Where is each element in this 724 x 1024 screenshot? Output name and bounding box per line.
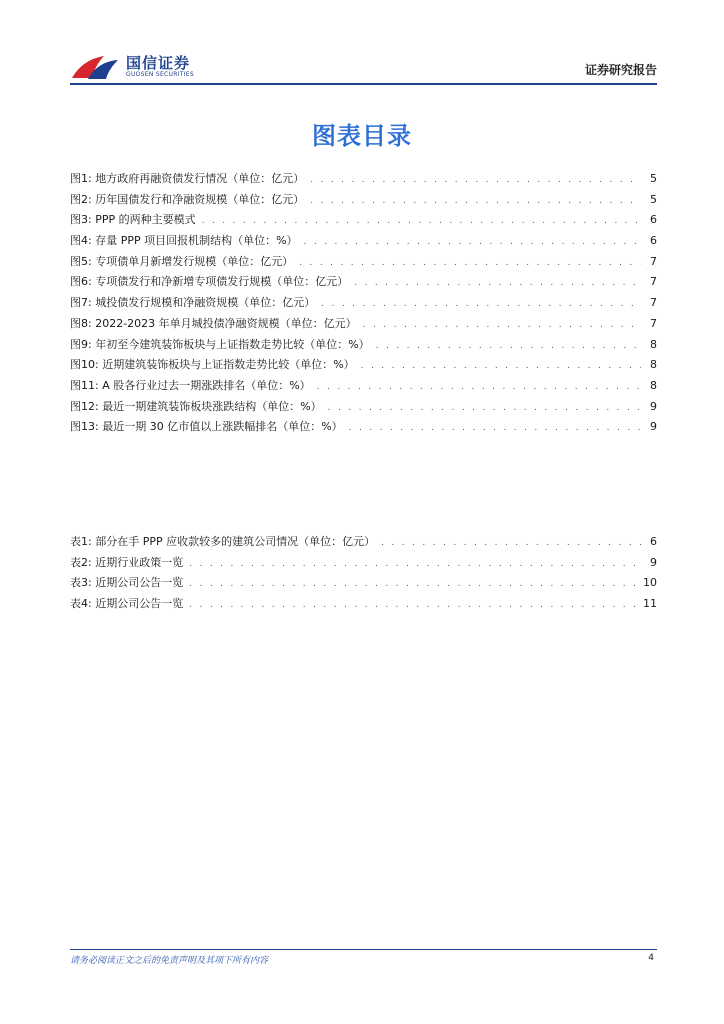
dot-leader <box>349 423 641 433</box>
table-toc-row[interactable] <box>70 574 657 595</box>
report-type-label: 证券研究报告 <box>584 63 657 77</box>
toc-entry-label: 图3: PPP 的两种主要模式 <box>70 213 196 227</box>
dot-leader <box>328 403 641 413</box>
toc-entry-page: 10 <box>643 576 657 590</box>
footer-disclaimer: 请务必阅读正文之后的免责声明及其项下所有内容 <box>70 956 269 966</box>
logo-english-name: GUOSEN SECURITIES <box>126 71 195 78</box>
figure-toc-row[interactable] <box>70 273 657 294</box>
guosen-logo <box>70 52 210 82</box>
dot-leader <box>189 559 641 569</box>
toc-entry-page: 9 <box>650 399 657 413</box>
toc-entry-label: 表1: 部分在手 PPP 应收款较多的建筑公司情况（单位：亿元） <box>70 535 376 548</box>
toc-entry-page: 9 <box>650 420 657 434</box>
dot-leader <box>321 299 641 309</box>
dot-leader <box>310 196 641 206</box>
figure-toc-row[interactable] <box>70 315 657 336</box>
toc-entry-label: 图9: 年初至今建筑装饰板块与上证指数走势比较（单位：%） <box>70 337 370 351</box>
dot-leader <box>376 341 641 351</box>
dot-leader <box>202 216 641 226</box>
toc-entry-label: 图11: A 股各行业过去一期涨跌排名（单位：%） <box>70 378 311 392</box>
figure-toc-row[interactable] <box>70 211 657 232</box>
dot-leader <box>361 361 641 371</box>
figure-toc-row[interactable] <box>70 232 657 253</box>
toc-entry-page: 8 <box>650 337 657 351</box>
page-header <box>70 52 657 84</box>
dot-leader <box>363 320 641 330</box>
toc-entry-label: 图7: 城投债发行规模和净融资规模（单位：亿元） <box>70 296 316 310</box>
figure-toc-row[interactable] <box>70 418 657 439</box>
toc-entry-label: 图1: 地方政府再融资债发行情况（单位：亿元） <box>70 172 305 185</box>
toc-entry-label: 图8: 2022-2023 年单月城投债净融资规模（单位：亿元） <box>70 316 357 330</box>
dot-leader <box>310 175 641 185</box>
toc-entry-label: 图2: 历年国债发行和净融资规模（单位：亿元） <box>70 192 305 206</box>
figure-toc-row[interactable] <box>70 398 657 419</box>
toc-entry-page: 5 <box>650 172 657 185</box>
toc-entry-label: 图10: 近期建筑装饰板块与上证指数走势比较（单位：%） <box>70 358 355 372</box>
toc-entry-page: 6 <box>650 535 657 548</box>
dot-leader <box>189 579 639 589</box>
toc-entry-page: 6 <box>650 213 657 227</box>
toc-entry-page: 11 <box>643 597 657 611</box>
table-toc-row[interactable] <box>70 533 657 554</box>
toc-entry-label: 表3: 近期公司公告一览 <box>70 576 184 590</box>
figure-toc-row[interactable] <box>70 170 657 191</box>
toc-entry-label: 图5: 专项债单月新增发行规模（单位：亿元） <box>70 254 294 268</box>
toc-entry-label: 图6: 专项债发行和净新增专项债发行规模（单位：亿元） <box>70 275 349 289</box>
logo-chinese-name: 国信证券 <box>126 54 191 72</box>
figure-toc-row[interactable] <box>70 377 657 398</box>
dot-leader <box>354 278 641 288</box>
dot-leader <box>317 382 641 392</box>
header-divider <box>70 83 657 85</box>
toc-entry-page: 7 <box>650 275 657 289</box>
dot-leader <box>299 258 641 268</box>
table-list <box>70 533 657 616</box>
toc-entry-label: 表2: 近期行业政策一览 <box>70 555 184 569</box>
footer-page-number: 4 <box>648 953 654 963</box>
toc-entry-page: 7 <box>650 254 657 268</box>
toc-entry-page: 6 <box>650 234 657 248</box>
toc-entry-label: 表4: 近期公司公告一览 <box>70 597 184 611</box>
footer-divider <box>70 949 657 950</box>
figure-toc-row[interactable] <box>70 356 657 377</box>
figure-toc-row[interactable] <box>70 253 657 274</box>
logo-mark-icon <box>70 52 122 82</box>
toc-entry-page: 8 <box>650 378 657 392</box>
table-toc-row[interactable] <box>70 554 657 575</box>
figure-toc-row[interactable] <box>70 191 657 212</box>
toc-entry-label: 图4: 存量 PPP 项目回报机制结构（单位：%） <box>70 234 298 248</box>
figure-toc-row[interactable] <box>70 294 657 315</box>
dot-leader <box>381 538 641 548</box>
toc-entry-page: 5 <box>650 192 657 206</box>
figure-toc-row[interactable] <box>70 336 657 357</box>
toc-entry-page: 7 <box>650 316 657 330</box>
dot-leader <box>189 600 639 610</box>
toc-entry-page: 9 <box>650 555 657 569</box>
toc-entry-page: 8 <box>650 358 657 372</box>
dot-leader <box>304 237 641 247</box>
page-title: 图表目录 <box>312 122 412 150</box>
toc-entry-label: 图13: 最近一期 30 亿市值以上涨跌幅排名（单位：%） <box>70 420 343 434</box>
figure-list <box>70 170 657 439</box>
toc-entry-label: 图12: 最近一期建筑装饰板块涨跌结构（单位：%） <box>70 399 322 413</box>
toc-entry-page: 7 <box>650 296 657 310</box>
table-toc-row[interactable] <box>70 595 657 616</box>
